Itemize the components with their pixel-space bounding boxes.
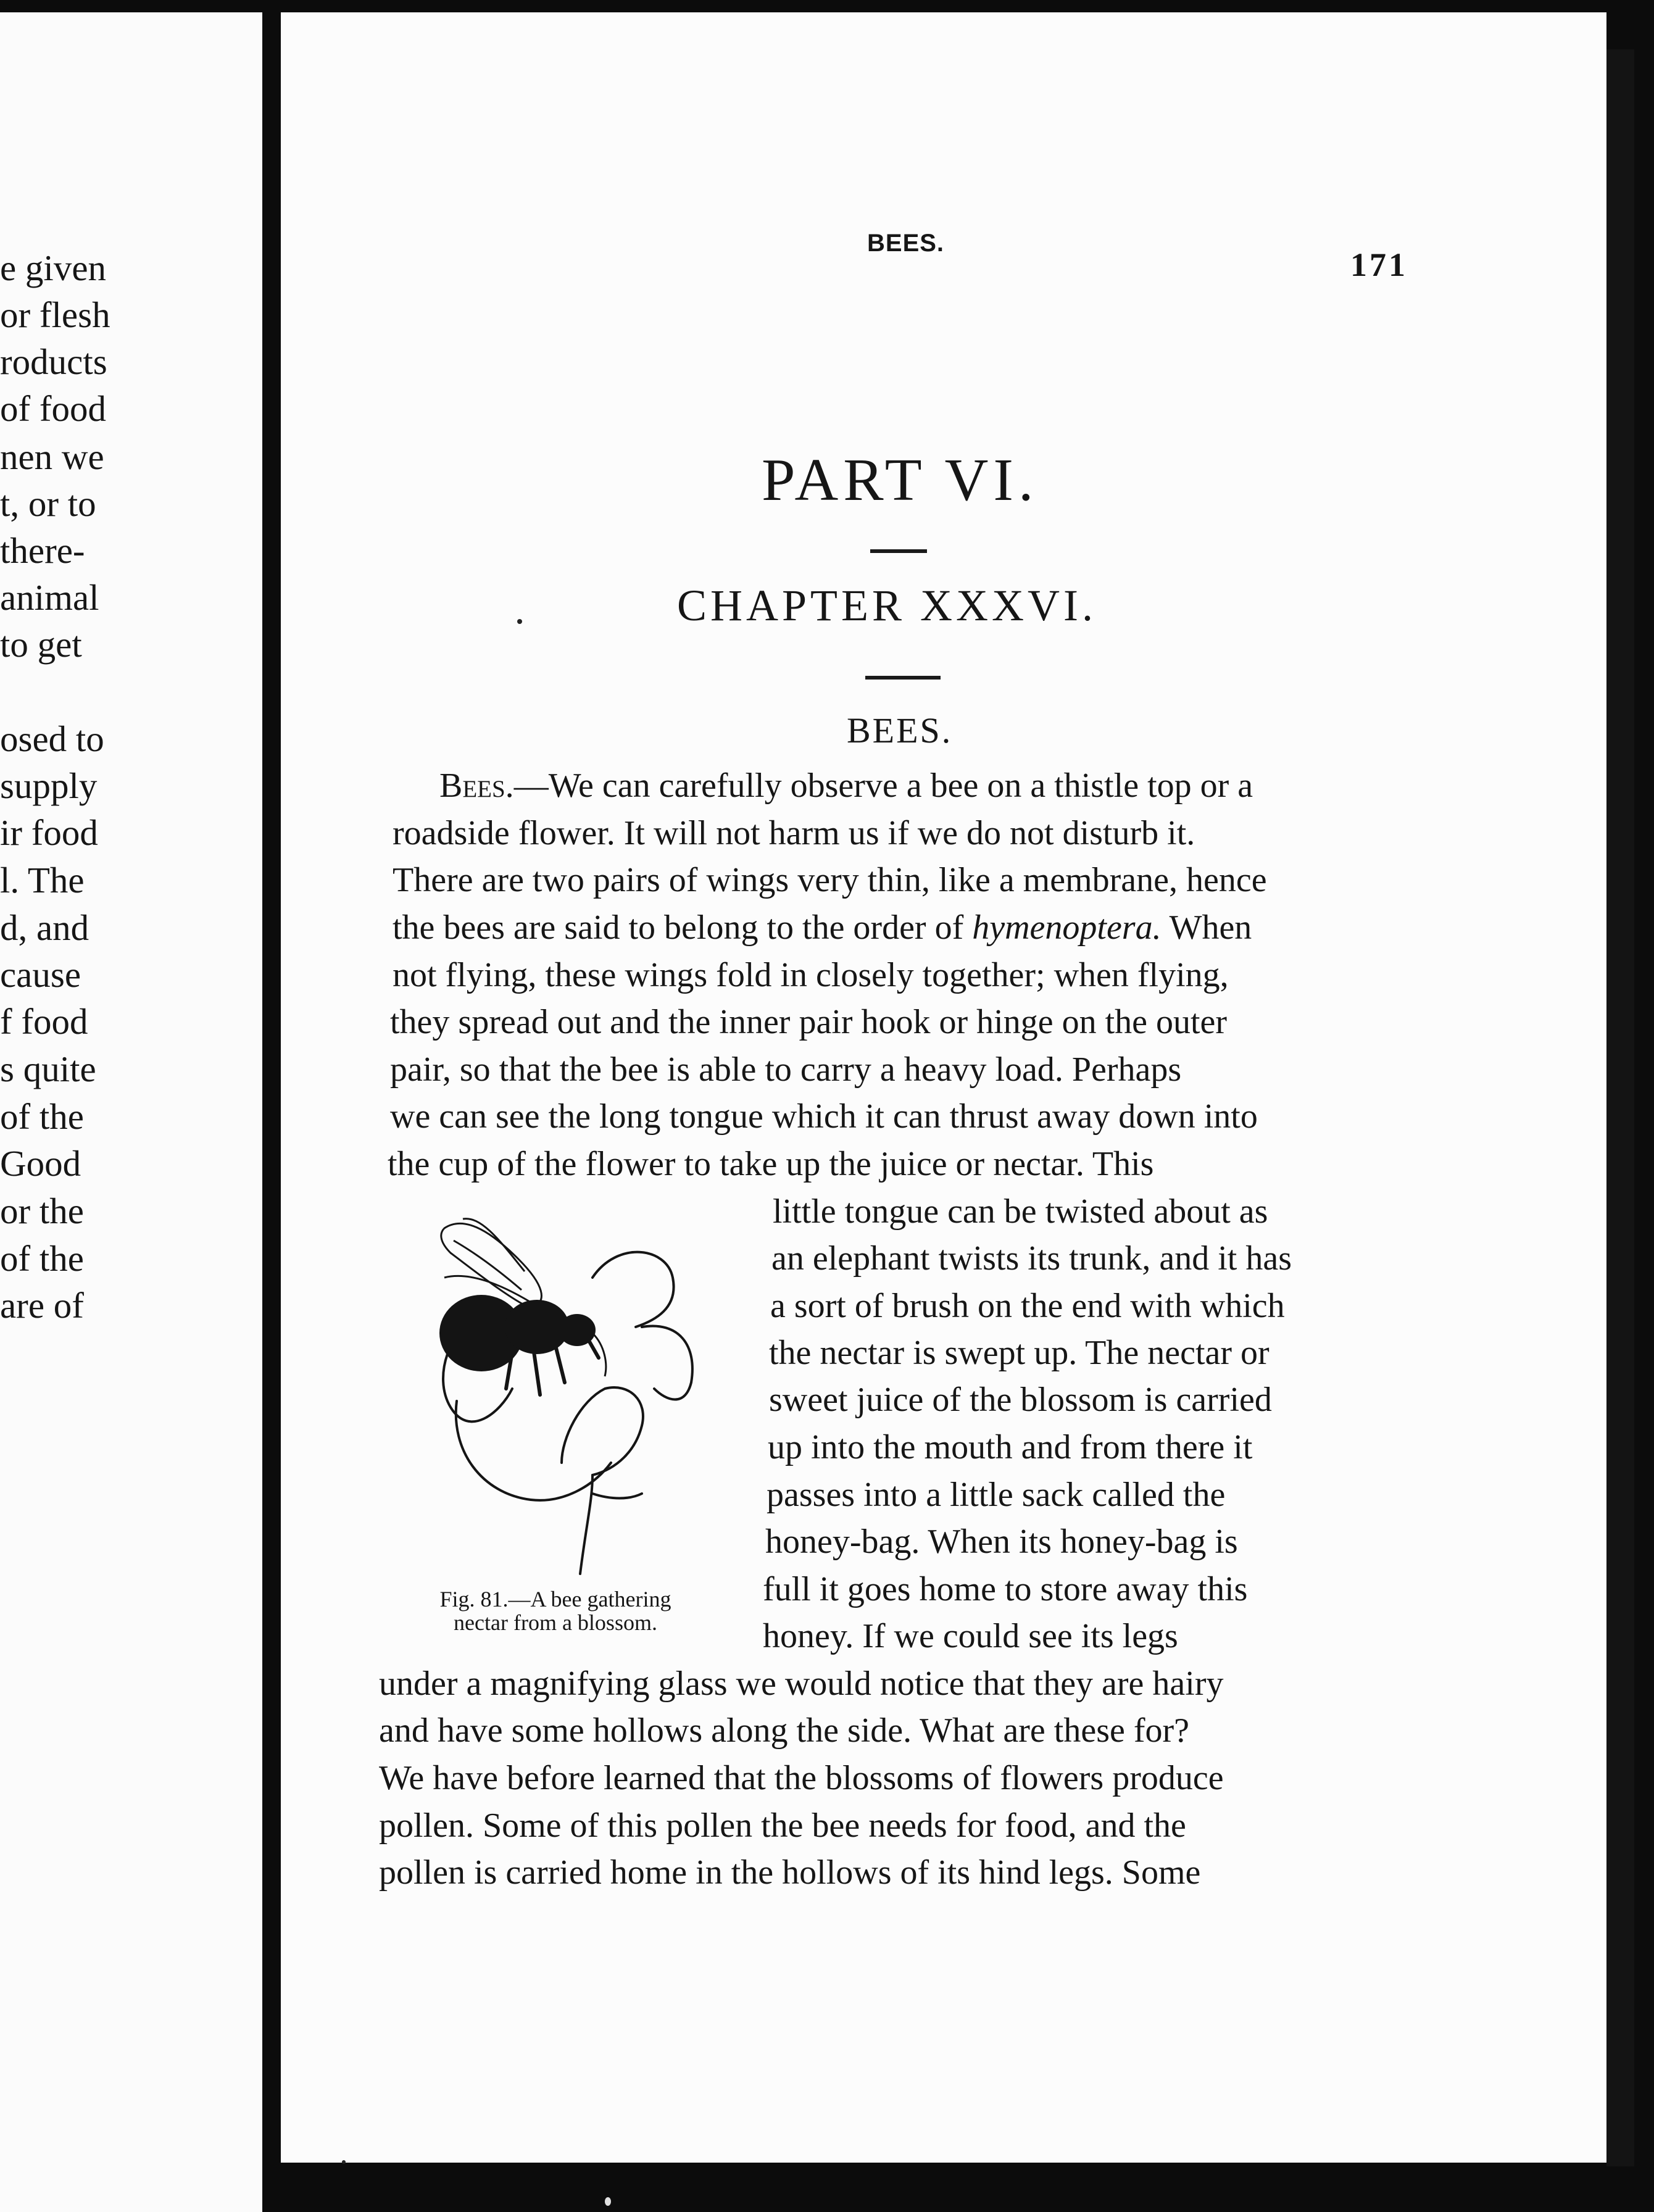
left-page-line: e given: [0, 247, 107, 288]
left-page-line: l. The: [0, 860, 85, 900]
body-line: roadside flower. It will not harm us if we do not disturb it.: [393, 814, 1195, 852]
figure-caption-line: Fig. 81.—A bee gathering: [439, 1587, 671, 1611]
left-page-line: cause: [0, 954, 81, 995]
flower-stem: [592, 1494, 642, 1499]
body-line: a sort of brush on the end with which: [770, 1287, 1285, 1325]
body-line: pollen. Some of this pollen the bee needs for food, and the: [379, 1807, 1186, 1845]
body-line: [439, 768, 1253, 803]
body-line: not flying, these wings fold in closely together; when flying,: [393, 956, 1229, 994]
left-page-line: f food: [0, 1001, 88, 1042]
body-line: up into the mouth and from there it: [768, 1428, 1253, 1466]
left-page-line: or the: [0, 1191, 84, 1231]
left-page-line: of food: [0, 388, 107, 429]
left-page-line: supply: [0, 765, 98, 806]
part-heading: PART VI.: [762, 447, 1039, 514]
body-line: honey. If we could see its legs: [763, 1617, 1178, 1655]
body-line: pollen is carried home in the hollows of its hind legs. Some: [379, 1853, 1201, 1892]
figure-caption-line: nectar from a blossom.: [454, 1610, 657, 1635]
running-title: BEES.: [867, 230, 945, 257]
bee-body: [439, 1295, 596, 1371]
left-page: [0, 0, 262, 2212]
left-page-line: of the: [0, 1238, 84, 1279]
left-page-line: ir food: [0, 812, 98, 853]
left-page-line: of the: [0, 1096, 84, 1137]
body-line-text: —We can carefully observe a bee on a thistle top or a: [513, 767, 1253, 805]
left-page-line: or flesh: [0, 294, 110, 335]
section-heading: BEES.: [847, 710, 953, 750]
left-page-line: t, or to: [0, 483, 96, 524]
left-page-line: Good: [0, 1143, 81, 1184]
page-number: 171: [1350, 246, 1408, 283]
body-line: There are two pairs of wings very thin, like a membrane, hence: [393, 861, 1267, 899]
figure-caption: [389, 1587, 722, 1634]
left-page-line: animal: [0, 577, 99, 618]
left-page-line: are of: [0, 1285, 84, 1326]
body-line: sweet juice of the blossom is carried: [769, 1381, 1272, 1419]
chapter-heading: CHAPTER XXXVI.: [677, 581, 1097, 630]
ink-speck: [517, 619, 522, 624]
body-line-text: When: [1161, 908, 1252, 947]
top-edge-shadow: [0, 0, 262, 12]
left-page-line: s quite: [0, 1049, 96, 1089]
page-edge: [1606, 49, 1634, 2166]
body-line: under a magnifying glass we would notice that they are hairy: [379, 1665, 1224, 1703]
italic-term: hymenoptera.: [972, 908, 1162, 947]
rule: [870, 549, 927, 553]
body-line: [393, 910, 1252, 945]
body-line: they spread out and the inner pair hook or hinge on the outer: [390, 1003, 1228, 1041]
body-line: we can see the long tongue which it can thrust away down into: [390, 1097, 1258, 1136]
ink-speck: [342, 2160, 346, 2164]
left-page-line: d, and: [0, 907, 89, 948]
bee-tongue: [592, 1333, 606, 1376]
body-line: the nectar is swept up. The nectar or: [769, 1334, 1270, 1372]
body-line: and have some hollows along the side. What are these for?: [379, 1711, 1189, 1750]
body-line: the cup of the flower to take up the juice or nectar. This: [388, 1145, 1154, 1183]
flower-petal: [642, 1326, 692, 1399]
flower-petal: [456, 1401, 611, 1500]
bee-on-flower-illustration: [407, 1204, 716, 1586]
body-line: an elephant twists its trunk, and it has: [771, 1239, 1292, 1278]
body-line: little tongue can be twisted about as: [773, 1192, 1268, 1231]
body-line: passes into a little sack called the: [767, 1476, 1226, 1514]
body-line: full it goes home to store away this: [763, 1570, 1248, 1608]
body-line-text: the bees are said to belong to the order of: [393, 908, 973, 947]
left-page-line: roducts: [0, 341, 107, 382]
flower-petal: [592, 1252, 674, 1327]
body-line: honey-bag. When its honey-bag is: [765, 1523, 1238, 1561]
body-line: pair, so that the bee is able to carry a heavy load. Perhaps: [390, 1050, 1182, 1089]
bee-wings: [441, 1219, 542, 1308]
left-page-line: there-: [0, 530, 85, 571]
left-page-line: nen we: [0, 436, 104, 477]
rule: [865, 676, 941, 680]
left-page-line: to get: [0, 624, 82, 665]
flower-tube: [562, 1387, 643, 1475]
lead-word: Bees.: [439, 767, 514, 805]
body-line: We have before learned that the blossoms of flowers produce: [379, 1759, 1224, 1797]
left-page-line: osed to: [0, 718, 104, 759]
ink-speck: [605, 2197, 611, 2206]
